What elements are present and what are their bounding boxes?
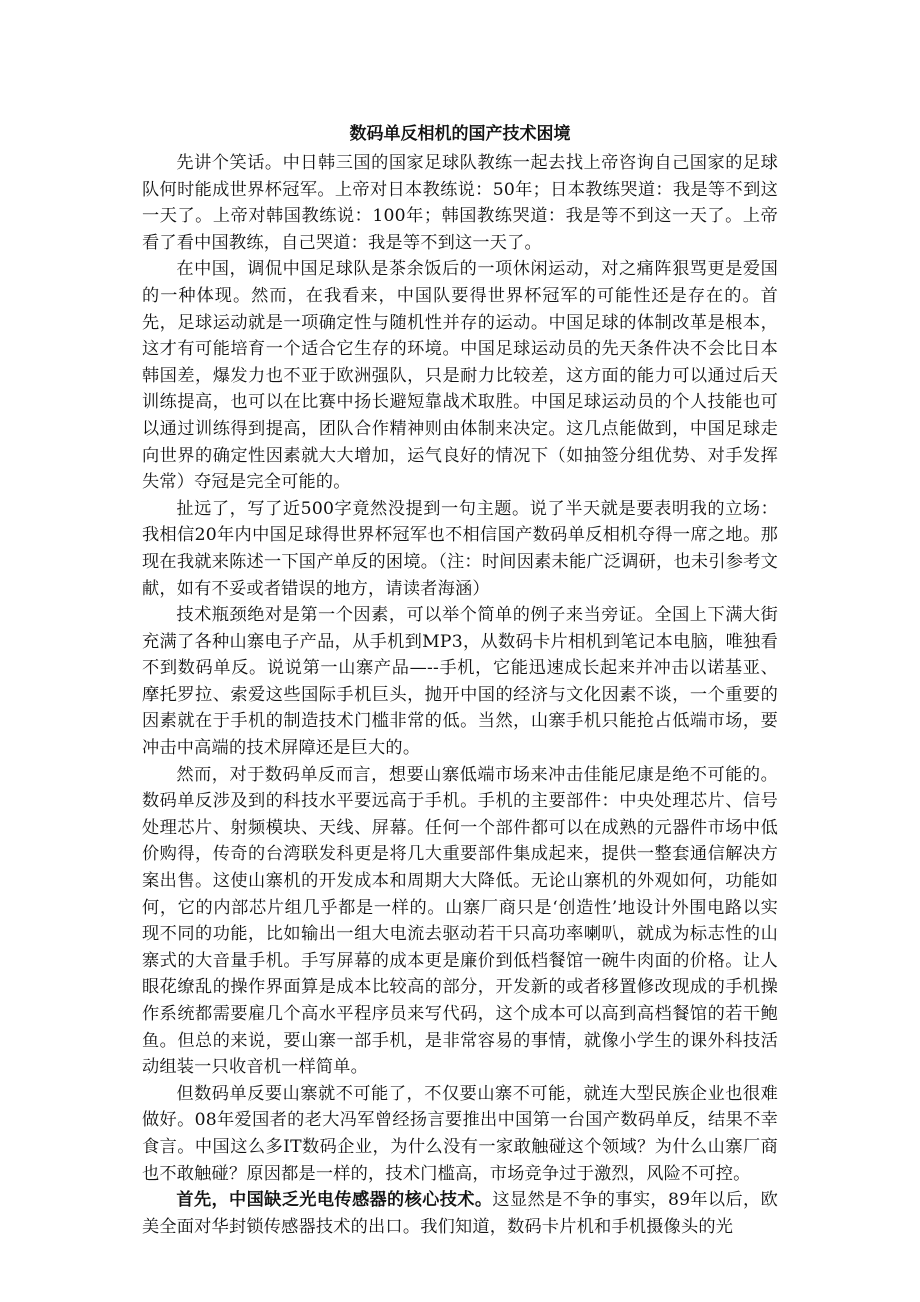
document-title: 数码单反相机的国产技术困境 xyxy=(349,124,571,144)
paragraph-dslr-difficulty: 但数码单反要山寨就不可能了，不仅要山寨不可能，就连大型民族企业也很难做好。08年爱国者的老大冯军曾经扬言要推出中国第一台国产数码单反，结果不幸食言。中国这么多IT数码企业，为什么没有一家敢触碰这个领域？为什么山寨厂商也不敢触碰？原因都是一样的，技术门槛高，市场竞争过于激烈，风险不可控。 xyxy=(142,1083,778,1184)
paragraph-sensor-bold-lead: 首先，中国缺乏光电传感器的核心技术。 xyxy=(176,1190,493,1211)
paragraph-phone-vs-dslr: 然而，对于数码单反而言，想要山寨低端市场来冲击佳能尼康是绝不可能的。数码单反涉及到的科技水平要远高于手机。手机的主要部件：中央处理芯片、信号处理芯片、射频模块、天线、屏幕。任何一个部件都可以在成熟的元器件市场中低价购得，传奇的台湾联发科更是将几大重要部件集成起来，提供一整套通信解决方案出售。这使山寨机的开发成本和周期大大降低。无论山寨机的外观如何，功能如何，它的内部芯片组几乎都是一样的。山寨厂商只是‘创造性’地设计外围电路以实现不同的功能，比如输出一组大电流去驱动若干只高功率喇叭，就成为标志性的山寨式的大音量手机。手写屏幕的成本更是廉价到低档餐馆一碗牛肉面的价格。让人眼花缭乱的操作界面算是成本比较高的部分，开发新的或者移置修改现成的手机操作系统都需要雇几个高水平程序员来写代码，这个成本可以高到高档餐馆的若干鲍鱼。但总的来说，要山寨一部手机，是非常容易的事情，就像小学生的课外科技活动组装一只收音机一样简单。 xyxy=(142,764,778,1078)
paragraph-sensor-text: 这显然是不争的事实，89年以后，欧美全面对华封锁传感器技术的出口。我们知道，数码卡片机和手机摄像头的光 xyxy=(142,1190,778,1237)
paragraph-joke: 先讲个笑话。中日韩三国的国家足球队教练一起去找上帝咨询自己国家的足球队何时能成世界杯冠军。上帝对日本教练说：50年；日本教练哭道：我是等不到这一天了。上帝对韩国教练说：100年；韩国教练哭道：我是等不到这一天了。上帝看了看中国教练，自己哭道：我是等不到这一天了。 xyxy=(142,153,778,253)
paragraph-stance: 扯远了，写了近500字竟然没提到一句主题。说了半天就是要表明我的立场：我相信20年内中国足球得世界杯冠军也不相信国产数码单反相机夺得一席之地。那现在我就来陈述一下国产单反的困境。（注：时间因素未能广泛调研，也未引参考文献，如有不妥或者错误的地方，请读者海涵） xyxy=(142,498,778,599)
document-page xyxy=(142,120,778,1240)
paragraph-sensor xyxy=(142,1187,778,1240)
paragraph-football: 在中国，调侃中国足球队是茶余饭后的一项休闲运动，对之痛阵狠骂更是爱国的一种体现。然而，在我看来，中国队要得世界杯冠军的可能性还是存在的。首先，足球运动就是一项确定性与随机性并存的运动。中国足球的体制改革是根本，这才有可能培育一个适合它生存的环境。中国足球运动员的先天条件决不会比日本韩国差，爆发力也不亚于欧洲强队，只是耐力比较差，这方面的能力可以通过后天训练提高，也可以在比赛中扬长避短靠战术取胜。中国足球运动员的个人技能也可以通过训练得到提高，团队合作精神则由体制来决定。这几点能做到，中国足球走向世界的确定性因素就大大增加，运气良好的情况下（如抽签分组优势、对手发挥失常）夺冠是完全可能的。 xyxy=(142,259,778,493)
paragraph-tech-bottleneck: 技术瓶颈绝对是第一个因素，可以举个简单的例子来当旁证。全国上下满大街充满了各种山寨电子产品，从手机到MP3，从数码卡片相机到笔记本电脑，唯独看不到数码单反。说说第一山寨产品—--手机，它能迅速成长起来并冲击以诺基亚、摩托罗拉、索爱这些国际手机巨头，抛开中国的经济与文化因素不谈，一个重要的因素就在于手机的制造技术门槛非常的低。当然，山寨手机只能抢占低端市场，要冲击中高端的技术屏障还是巨大的。 xyxy=(142,605,778,759)
